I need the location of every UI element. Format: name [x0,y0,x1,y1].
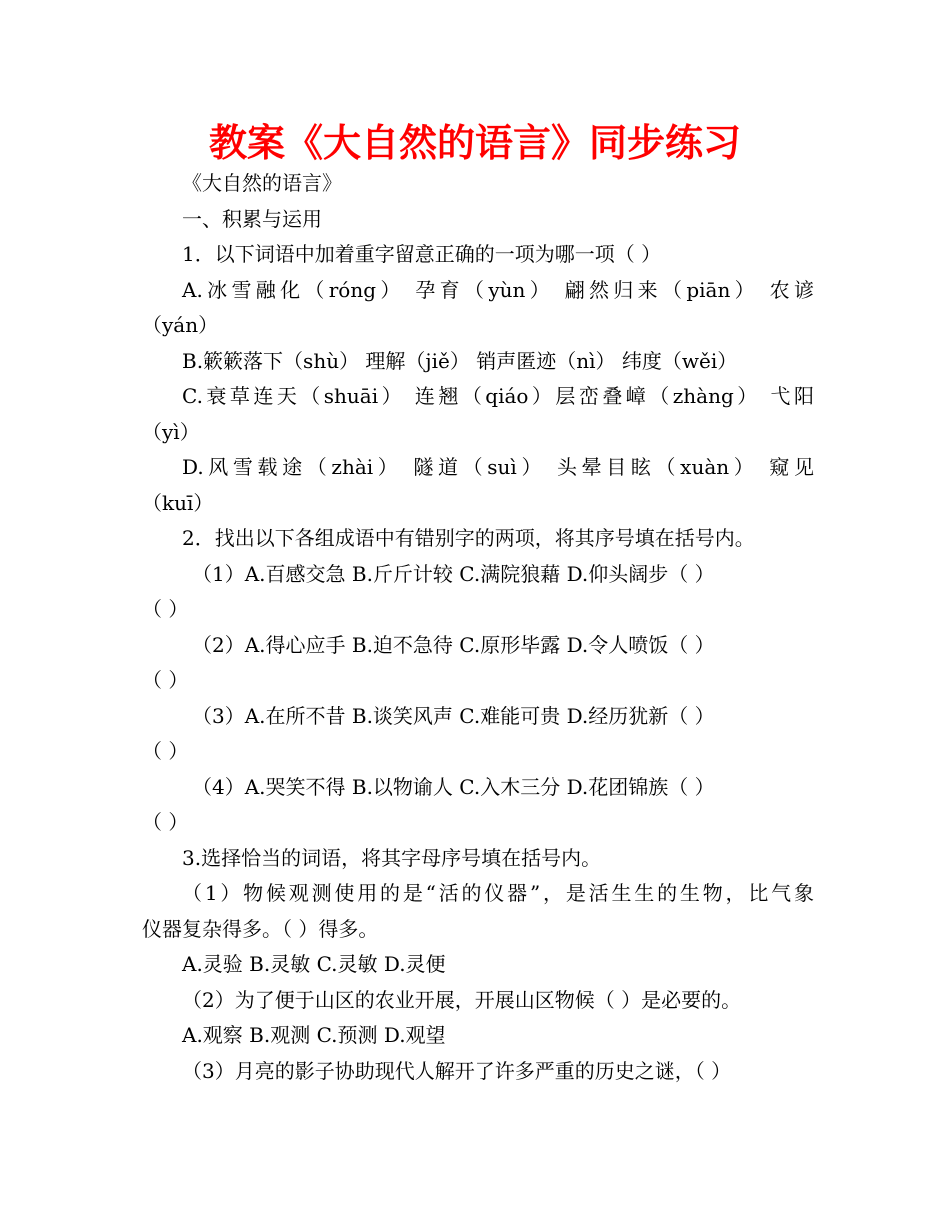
question-1-option-d: D.风雪载途（zhài） 隧道（suì） 头晕目眩（xuàn） 窥见 [182,455,814,479]
section-heading: 一、积累与运用 [182,206,322,231]
question-3-sub-1-cont: 仪器复杂得多。（ ）得多。 [142,916,379,941]
question-2-group-2-cont: （ ） [142,668,189,692]
document-body [142,166,814,1089]
question-2-group-1-cont: （ ） [142,597,189,621]
question-3-sub-2-options: A.观察 B.观测 C.预测 D.观望 [182,1023,446,1047]
question-2-group-1: （1）A.百感交急 B.斤斤计较 C.满院狼藉 D.仰头阔步（ ） [192,561,715,586]
document-title: 教案《大自然的语言》同步练习 [208,121,741,165]
question-1-option-c-cont: （yì） [142,419,200,444]
question-2-stem: 2．找出以下各组成语中有错别字的两项，将其序号填在括号内。 [182,526,755,550]
question-3-sub-3: （3）月亮的影子协助现代人解开了许多严重的历史之谜，（ ） [182,1058,732,1083]
question-1-option-a: A.冰雪融化（róng） 孕育（yùn） 翩然归来（piān） 农谚 [182,277,814,302]
question-2-group-3-cont: （ ） [142,739,189,763]
question-3-sub-1-options: A.灵验 B.灵敏 C.灵敏 D.灵便 [182,952,446,976]
question-1-option-d-cont: （kuī） [142,490,214,515]
question-2-group-2: （2）A.得心应手 B.迫不急待 C.原形毕露 D.令人喷饭（ ） [192,632,715,657]
question-1-option-b: B.簌簌落下（shù） 理解（jiě） 销声匿迹（nì） 纬度（wěi） [182,348,738,373]
question-2-group-4-cont: （ ） [142,810,189,834]
question-2-group-3: （3）A.在所不昔 B.谈笑风声 C.难能可贵 D.经历犹新（ ） [192,703,715,728]
question-1-stem: 1．以下词语中加着重字留意正确的一项为哪一项（ ） [182,242,662,266]
question-2-group-4: （4）A.哭笑不得 B.以物谕人 C.入木三分 D.花团锦族（ ） [192,774,715,799]
lesson-subtitle: 《大自然的语言》 [182,171,342,195]
question-1-option-c: C.衰草连天（shuāi） 连翘（qiáo）层峦叠嶂（zhàng） 弋阳 [182,384,814,408]
question-3-sub-1: （1）物候观测使用的是“活的仪器”，是活生生的生物，比气象 [182,881,814,905]
question-3-stem: 3.选择恰当的词语，将其字母序号填在括号内。 [182,845,602,870]
question-3-sub-2: （2）为了便于山区的农业开展，开展山区物候（ ）是必要的。 [182,987,742,1012]
question-1-option-a-cont: （yán） [142,313,219,337]
